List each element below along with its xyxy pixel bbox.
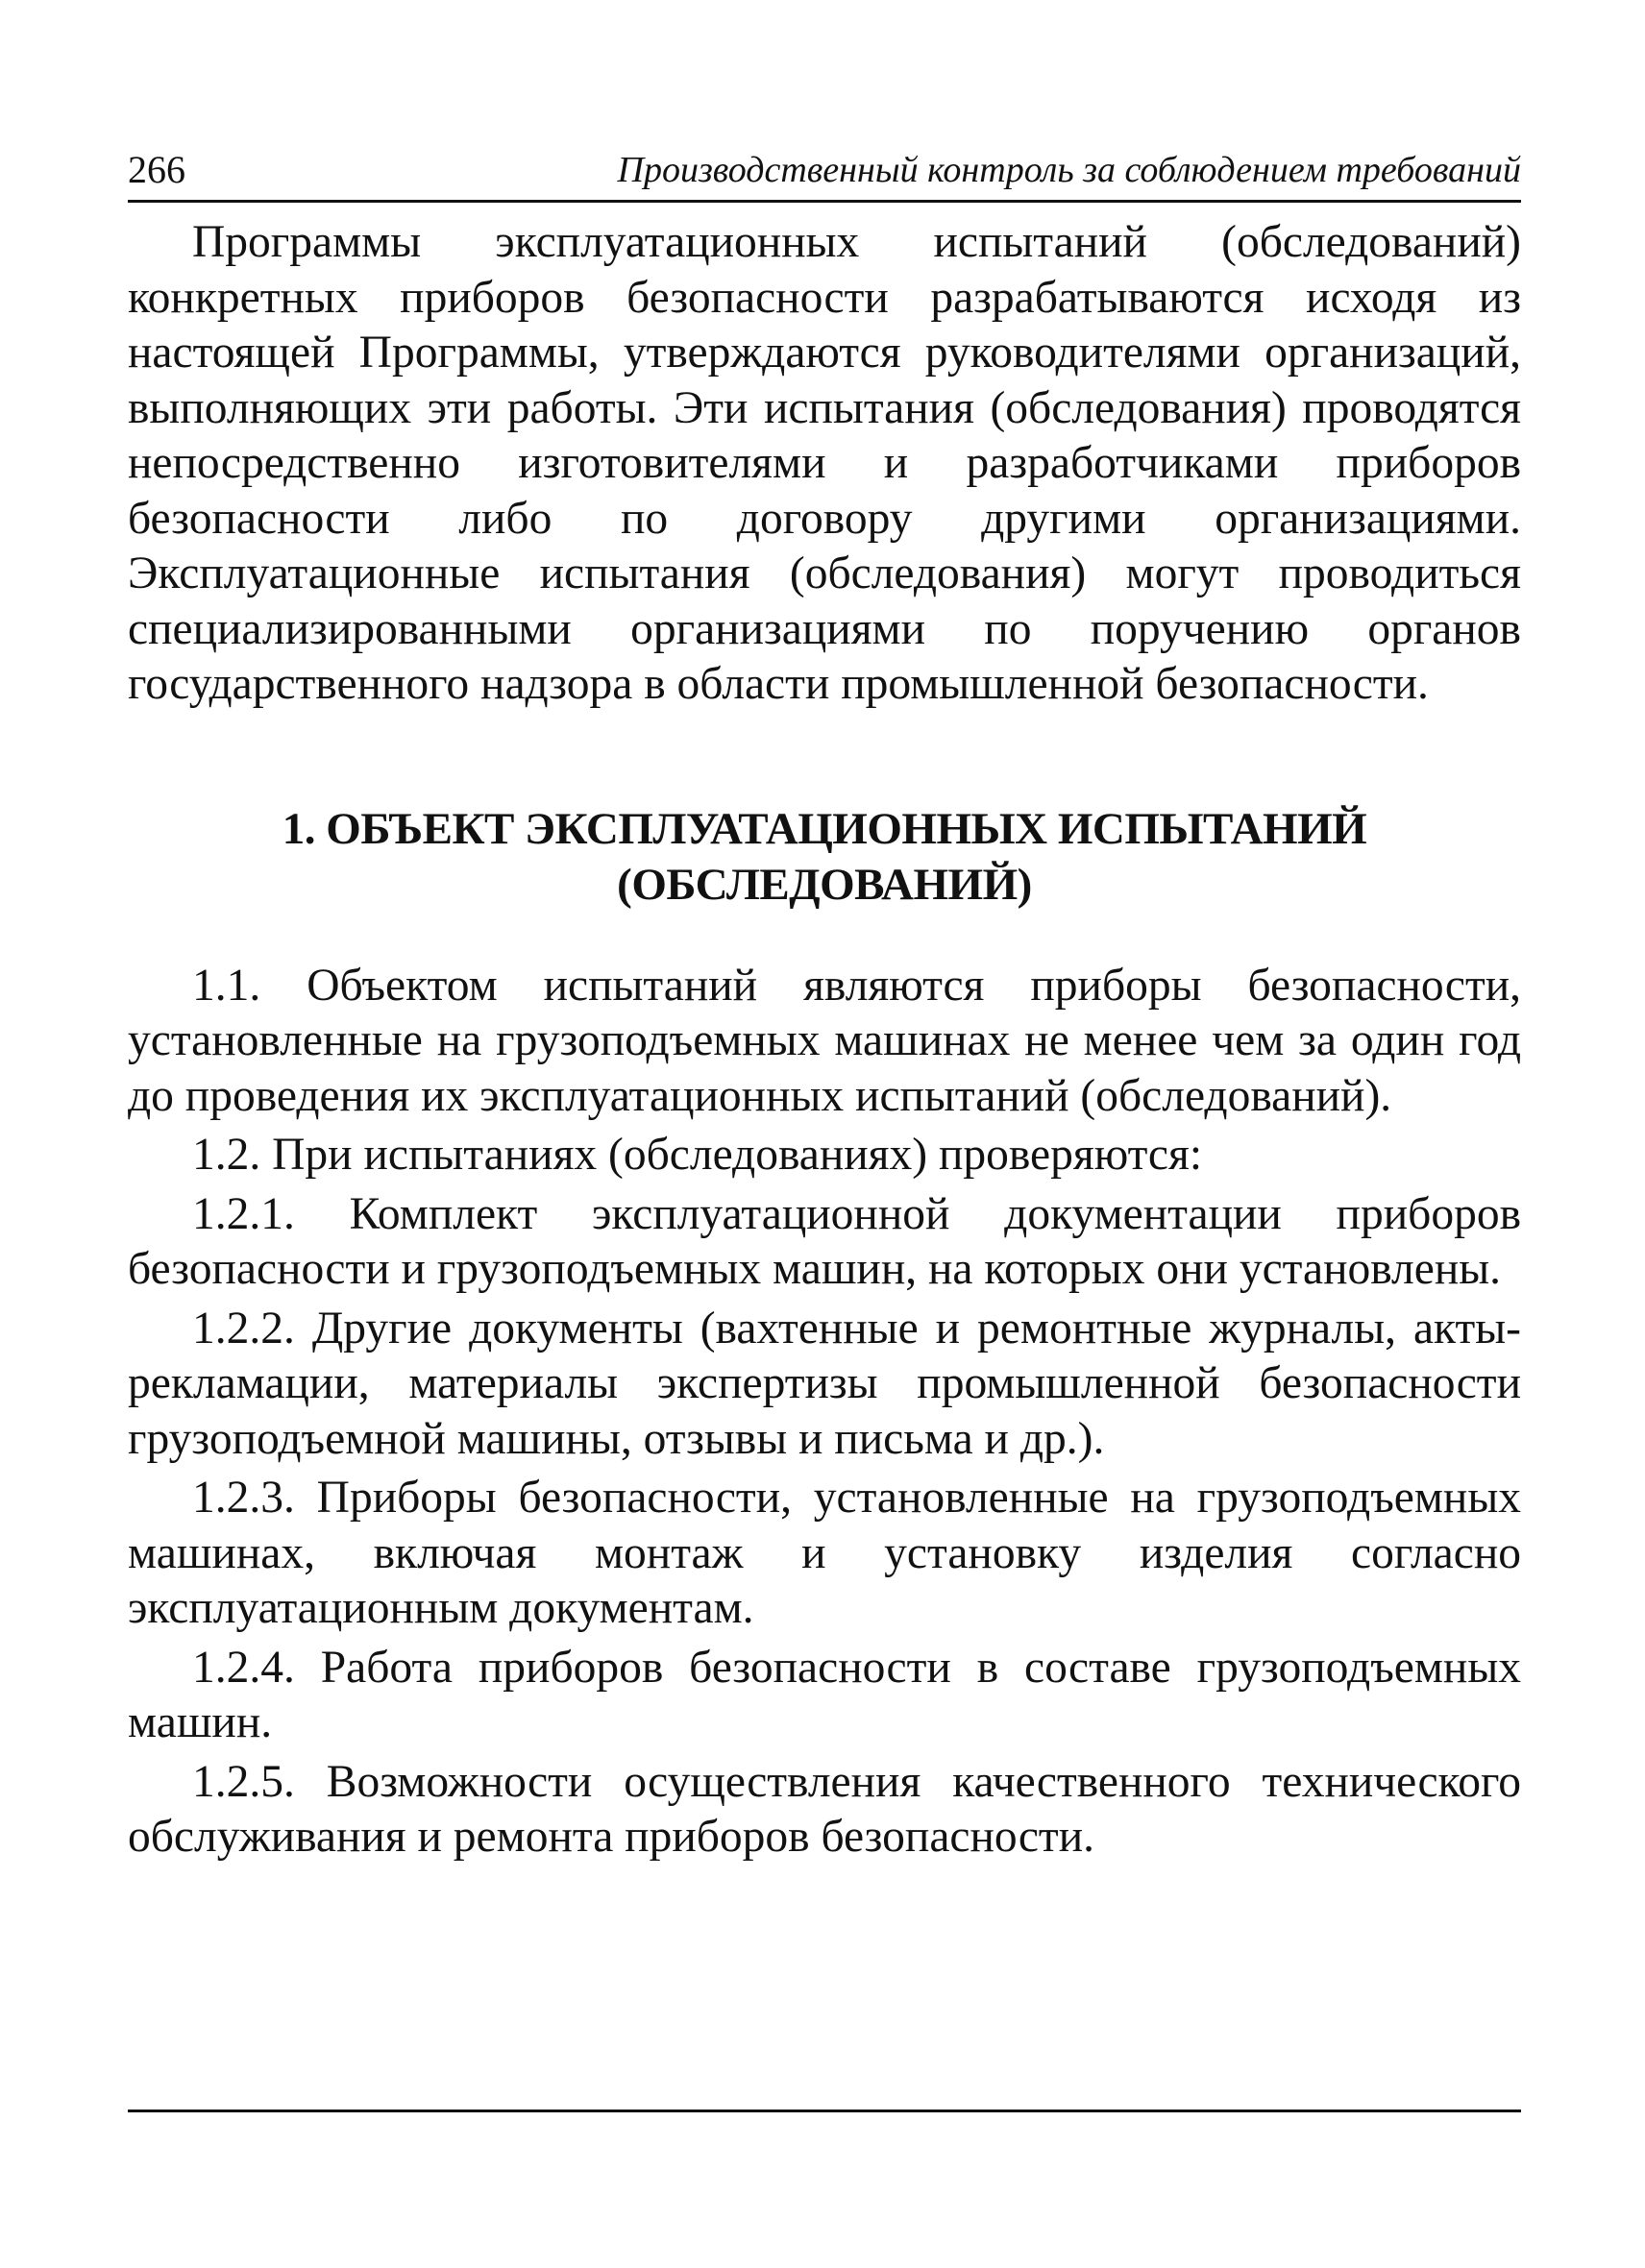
footer-rule: [128, 2109, 1521, 2112]
item-1-2: 1.2. При испытаниях (обследованиях) проверяются:: [192, 1130, 1203, 1180]
page-body: [128, 215, 1521, 1869]
item-1-2-3: 1.2.3. Приборы безопасности, установленные на грузоподъемных машинах, включая монтаж и установку изделия согласно эксплуатационным документам.: [128, 1473, 1521, 1633]
item-1-1: 1.1. Объектом испытаний являются приборы безопасности, установленные на грузоподъемных машинах не менее чем за один год до проведения их эксплуатационных испытаний (обследований).: [128, 960, 1521, 1121]
section-heading: [128, 801, 1521, 913]
item-1-2-2: 1.2.2. Другие документы (вахтенные и ремонтные журналы, акты-рекламации, материалы экспертизы промышленной безопасности грузоподъемной машины, отзывы и письма и др.).: [128, 1303, 1521, 1464]
item-1-2-1: 1.2.1. Комплект эксплуатационной документации приборов безопасности и грузоподъемных машин, на которых они установлены.: [128, 1188, 1521, 1294]
page-header: [128, 144, 1521, 203]
page-number: 266: [128, 148, 185, 191]
item-1-2-5: 1.2.5. Возможности осуществления качественного технического обслуживания и ремонта приборов безопасности.: [128, 1756, 1521, 1862]
item-1-2-4: 1.2.4. Работа приборов безопасности в составе грузоподъемных машин.: [128, 1642, 1521, 1747]
section-heading-line-2: (ОБСЛЕДОВАНИЙ): [617, 859, 1032, 910]
intro-paragraph: Программы эксплуатационных испытаний (обследований) конкретных приборов безопасности разрабатываются исходя из настоящей Программы, утверждаются руководителями организаций, выполняющих эти работы. Эти испытания (обследования) проводятся непосредственно изготовителями и разработчиками приборов безопасности либо по договору другими организациями. Эксплуатационные испытания (обследования) могут проводиться специализированными организациями по поручению органов государственного надзора в области промышленной безопасности.: [128, 217, 1521, 709]
running-title: Производственный контроль за соблюдением требований: [617, 150, 1521, 190]
section-heading-line-1: 1. ОБЪЕКТ ЭКСПЛУАТАЦИОННЫХ ИСПЫТАНИЙ: [282, 803, 1367, 854]
